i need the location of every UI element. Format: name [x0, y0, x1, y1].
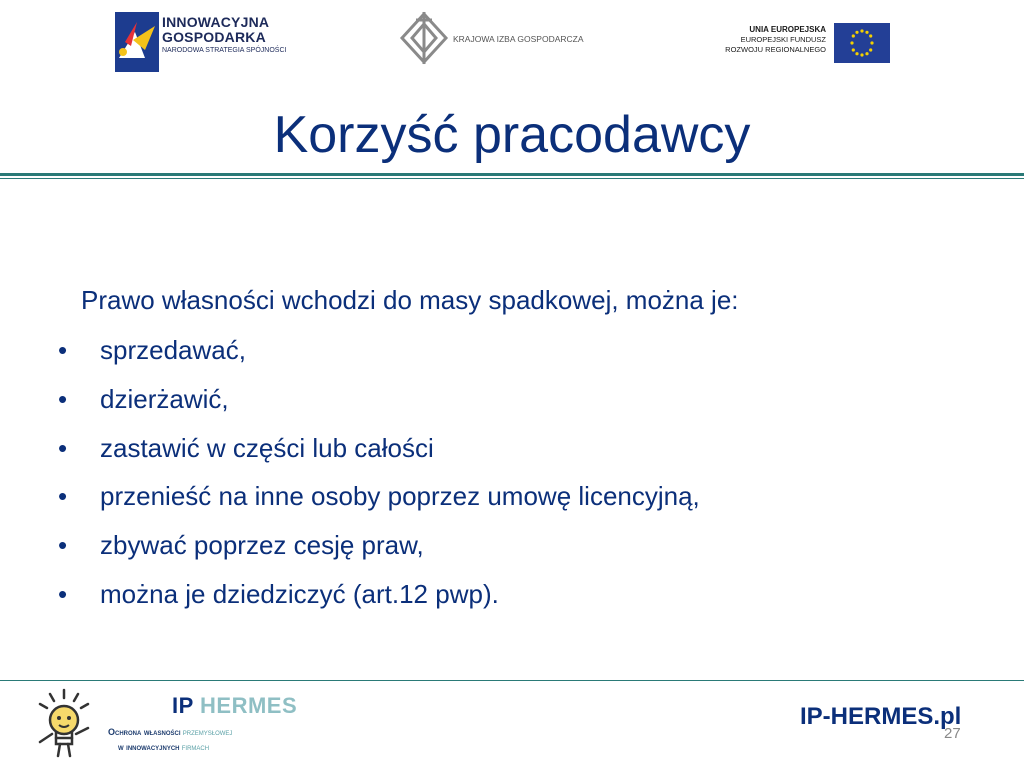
ig-line2: GOSPODARKA — [162, 29, 266, 45]
ue-line1: UNIA EUROPEJSKA — [749, 25, 826, 34]
bullet-icon: • — [58, 530, 68, 560]
bullet-icon: • — [58, 384, 68, 414]
innowacyjna-gospodarka-logo — [115, 12, 295, 72]
lightbulb-mascot-icon — [30, 688, 100, 760]
hermes-wordmark — [172, 693, 297, 719]
slide-title: Korzyść pracodawcy — [273, 106, 751, 164]
list-item — [58, 384, 229, 415]
list-item — [58, 530, 424, 561]
list-item-text: dzierżawić, — [100, 384, 229, 414]
bullet-icon: • — [58, 481, 68, 511]
ig-emblem-icon — [115, 12, 159, 72]
title-divider-thin — [0, 178, 1024, 179]
title-divider — [0, 173, 1024, 176]
bullet-icon: • — [58, 335, 68, 365]
bullet-icon: • — [58, 433, 68, 463]
kig-emblem-icon — [398, 10, 450, 66]
list-item-text: zbywać poprzez cesję praw, — [100, 530, 424, 560]
slide-number: 27 — [944, 725, 961, 742]
hermes-tagline — [108, 725, 232, 755]
list-item — [58, 433, 434, 464]
tagline-2a: w innowacyjnych — [118, 742, 180, 752]
unia-europejska-logo — [725, 20, 890, 64]
ue-line3: ROZWOJU REGIONALNEGO — [725, 45, 826, 54]
krajowa-izba-gospodarcza-logo — [398, 10, 598, 66]
ue-line2: EUROPEJSKI FUNDUSZ — [740, 35, 826, 44]
list-item-text: zastawić w części lub całości — [100, 433, 434, 463]
kig-text: KRAJOWA IZBA GOSPODARCZA — [453, 34, 584, 44]
tagline-1a: Ochrona własności — [108, 727, 181, 737]
tagline-2b: firmach — [181, 742, 210, 752]
tagline-1b: przemysłowej — [182, 727, 233, 737]
hermes-ip-text: IP — [172, 693, 194, 718]
intro-text: Prawo własności wchodzi do masy spadkowej, można je: — [81, 285, 739, 315]
list-item — [58, 335, 246, 366]
list-item-text: można je dziedziczyć (art.12 pwp). — [100, 579, 499, 609]
eu-flag-icon — [834, 23, 890, 63]
list-item — [58, 481, 700, 512]
ip-hermes-site-link[interactable]: IP-HERMES.pl — [800, 703, 962, 730]
list-item-text: sprzedawać, — [100, 335, 246, 365]
footer-divider — [0, 680, 1024, 681]
list-item — [58, 579, 499, 610]
ip-hermes-logo — [30, 688, 300, 760]
ig-line3: NARODOWA STRATEGIA SPÓJNOŚCI — [162, 47, 287, 54]
ig-line1: INNOWACYJNA — [162, 14, 270, 30]
bullet-icon: • — [58, 579, 68, 609]
hermes-name-text: HERMES — [200, 693, 298, 718]
list-item-text: przenieść na inne osoby poprzez umowę licencyjną, — [100, 481, 700, 511]
